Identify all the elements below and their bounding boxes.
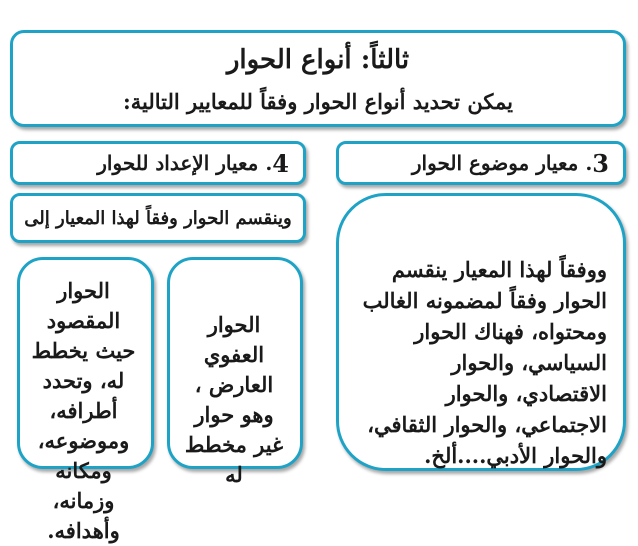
- division-text: وينقسم الحوار وفقاً لهذا المعيار إلى: [24, 207, 292, 229]
- topic-description: ووفقاً لهذا المعيار ينقسم الحوار وفقاً لمضمونه الغالب ومحتواه، فهناك الحوار السياسي، والحوار الاقتصادي، والحوار الاجتماعي، والحوار الثقافي، والحوار الأدبي....ألخ.: [362, 257, 607, 468]
- criterion-preparation-number: 4: [272, 148, 289, 178]
- criterion-preparation-header: [10, 141, 306, 185]
- criterion-preparation-label: . معيار الإعداد للحوار: [97, 151, 273, 175]
- division-box: [10, 193, 306, 243]
- intended-dialogue-text: الحوار المقصود حيث يخطط له، وتحدد أطرافه، وموضوعه، ومكانه وزمانه، وأهدافه.: [31, 278, 136, 543]
- title-box: [10, 30, 626, 127]
- criterion-topic-header: [336, 141, 626, 185]
- intended-dialogue-card: [17, 257, 154, 543]
- criterion-topic-label: . معيار موضوع الحوار: [411, 151, 593, 175]
- topic-description-box: [336, 193, 626, 471]
- spontaneous-dialogue-text: الحوار العفوي العارض ، وهو حوار غير مخطط له: [184, 312, 284, 487]
- criterion-topic-number: 3: [592, 148, 609, 178]
- spontaneous-dialogue-card: [167, 257, 303, 487]
- slide-subtitle: يمكن تحديد أنواع الحوار وفقاً للمعايير التالية:: [123, 89, 513, 114]
- slide-title: ثالثاً: أنواع الحوار: [226, 45, 410, 75]
